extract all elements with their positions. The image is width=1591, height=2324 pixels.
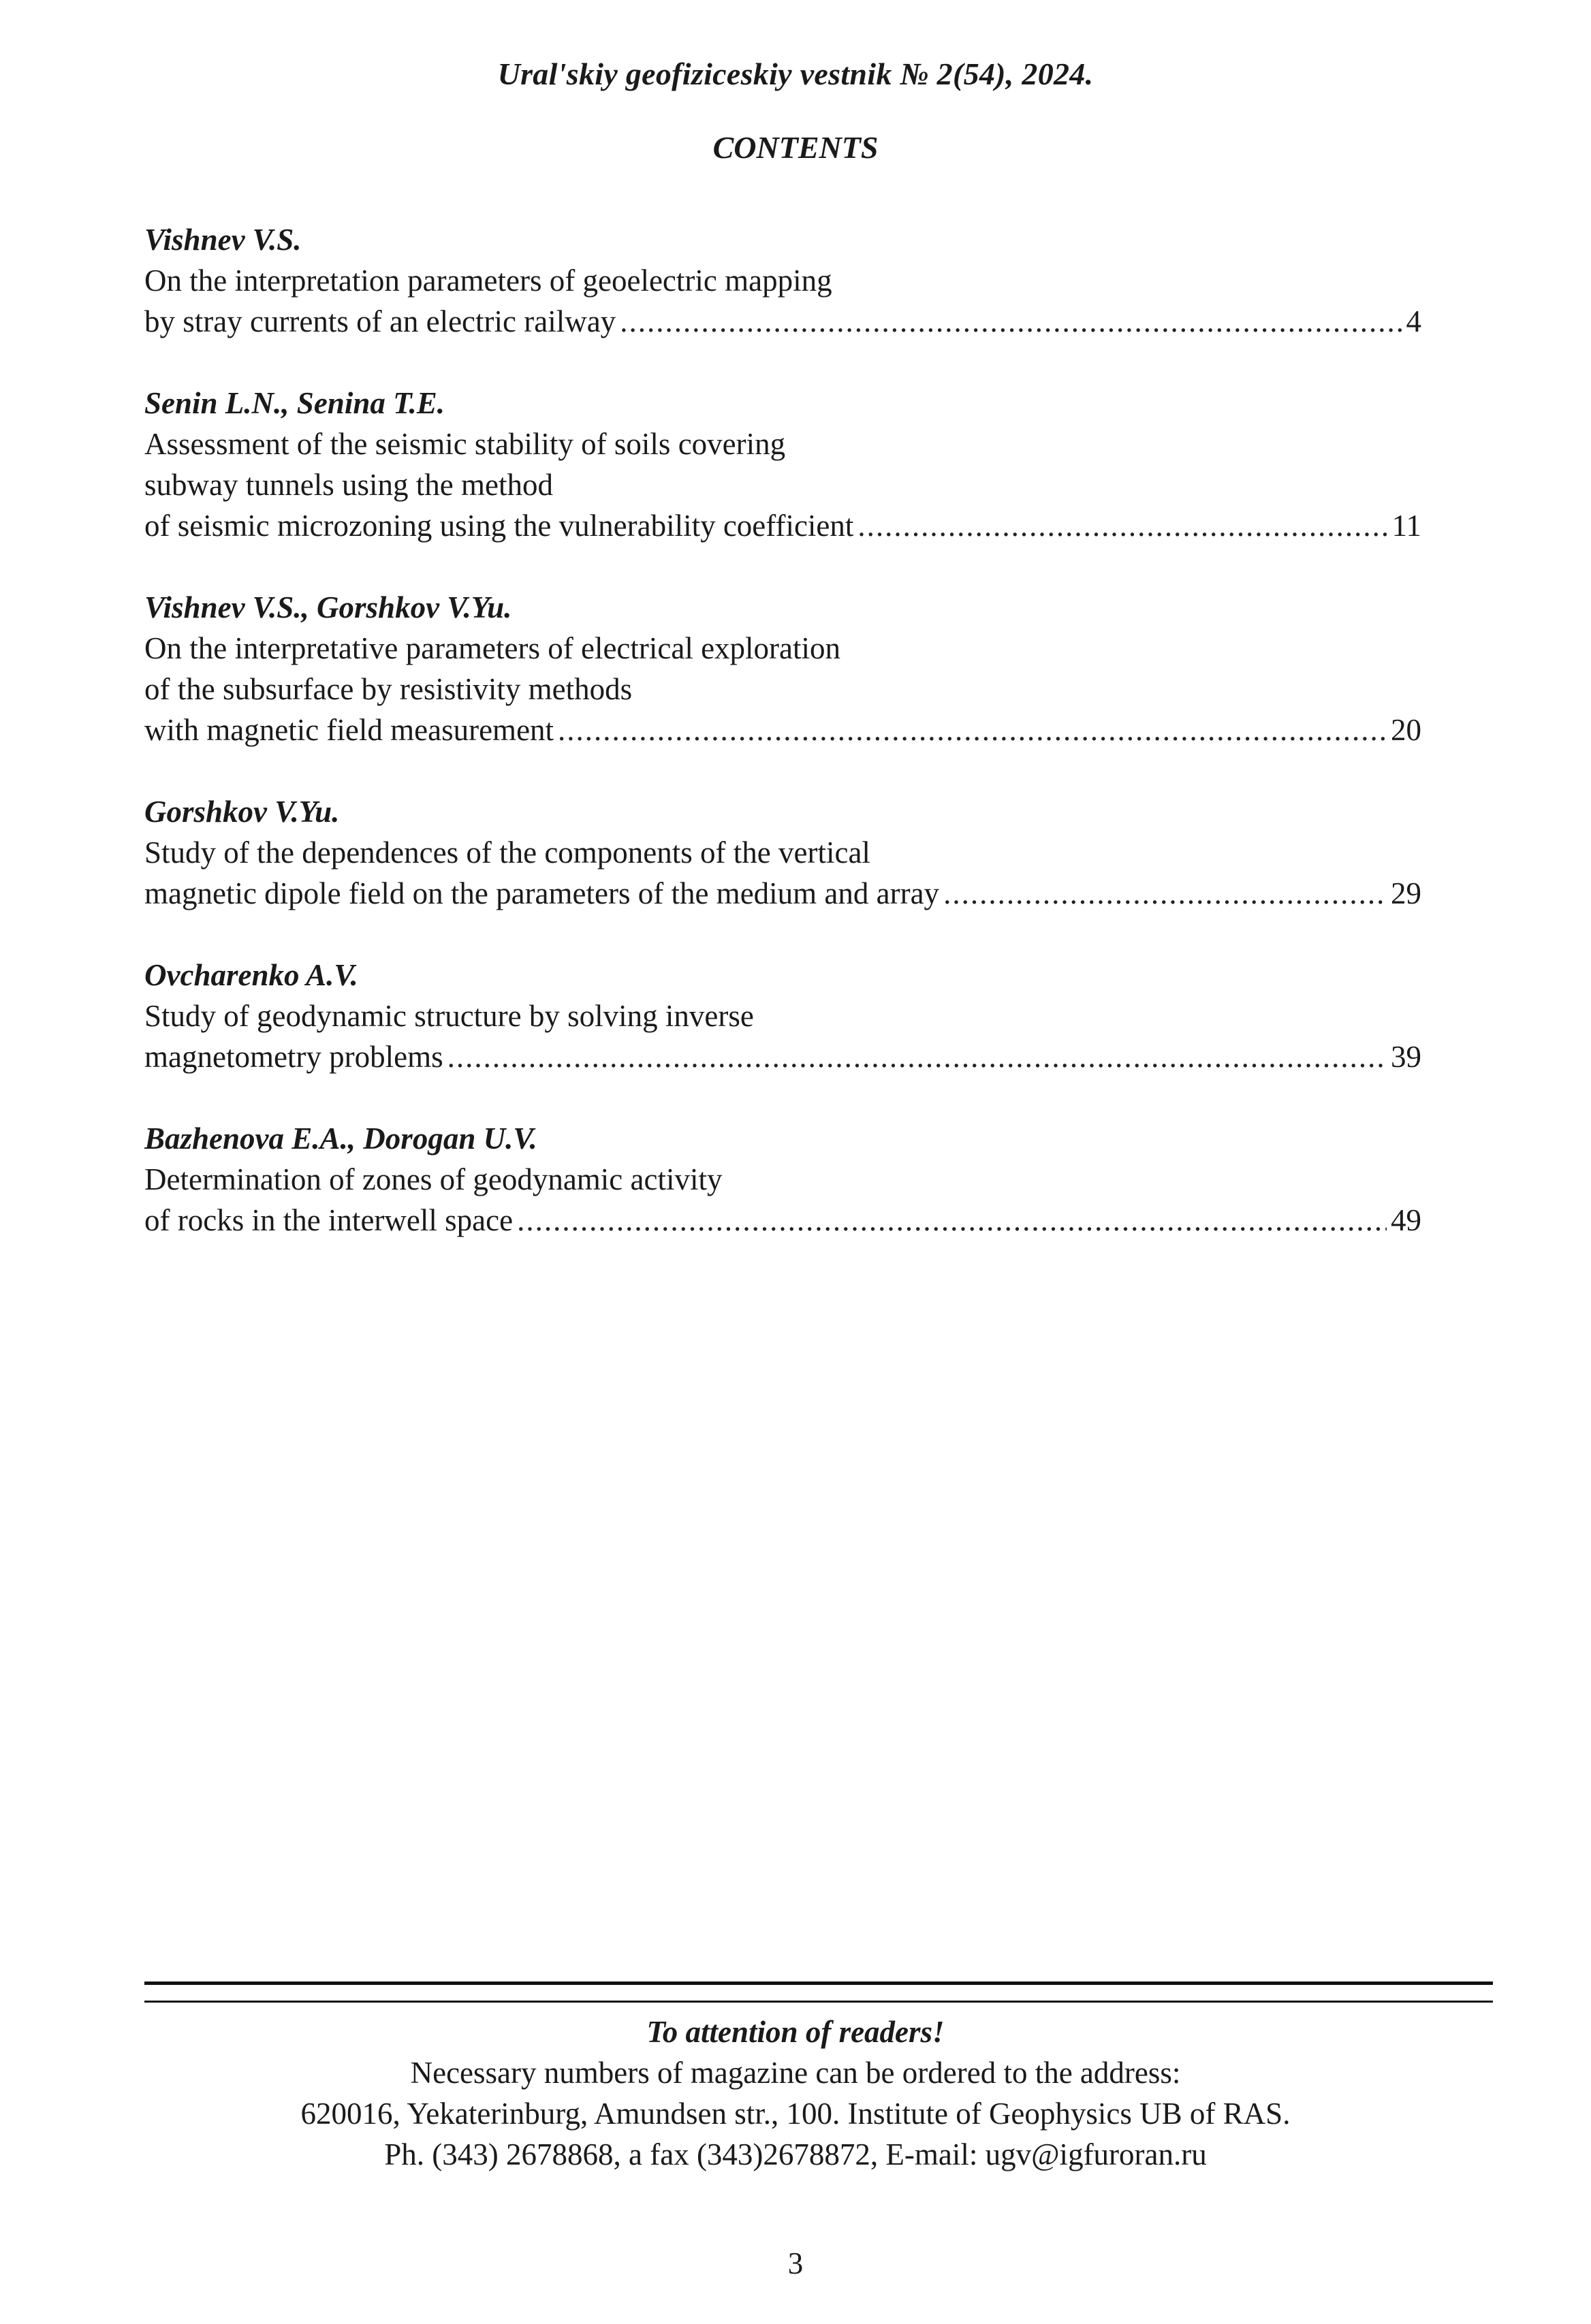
entry-title-last-line	[144, 505, 1421, 546]
entry-title-text: magnetometry problems	[144, 1040, 443, 1074]
entry-page-number: 20	[1391, 713, 1421, 747]
contents-title: CONTENTS	[712, 130, 879, 165]
entry-title-last-line	[144, 1036, 1421, 1077]
toc-entry	[144, 383, 1421, 546]
dot-leader	[517, 1200, 1387, 1241]
entry-title-text: with magnetic field measurement	[144, 713, 554, 747]
entry-title-last-line	[144, 873, 1421, 914]
notice-line: Necessary numbers of magazine can be ordered to the address:	[410, 2056, 1181, 2090]
entry-title-text: by stray currents of an electric railway	[144, 304, 616, 338]
dot-leader	[558, 710, 1387, 750]
entry-title-line: Study of the dependences of the components of the vertical	[144, 835, 870, 870]
entry-authors: Senin L.N., Senina T.E.	[144, 386, 445, 420]
page-number: 3	[787, 2246, 804, 2280]
entry-title-last-line	[144, 710, 1421, 750]
entry-authors: Gorshkov V.Yu.	[144, 795, 340, 829]
divider-line	[144, 2001, 1493, 2003]
entry-title-line: subway tunnels using the method	[144, 468, 553, 502]
entry-title-line: On the interpretative parameters of electrical exploration	[144, 631, 841, 665]
entry-title-last-line	[144, 1200, 1421, 1241]
notice-title: To attention of readers!	[646, 2015, 945, 2049]
entry-page-number: 4	[1406, 304, 1421, 338]
entry-title-text: of rocks in the interwell space	[144, 1203, 514, 1237]
dot-leader	[943, 873, 1387, 914]
notice-contacts: Ph. (343) 2678868, a fax (343)2678872, E-mail: ugv@igfuroran.ru	[384, 2137, 1207, 2171]
entry-title-line: On the interpretation parameters of geoelectric mapping	[144, 264, 832, 298]
toc-entry	[144, 587, 1421, 750]
entry-title-text: magnetic dipole field on the parameters of the medium and array	[144, 876, 940, 910]
dot-leader	[447, 1036, 1387, 1077]
toc-entry	[144, 791, 1421, 914]
entry-title-line: of the subsurface by resistivity methods	[144, 672, 633, 706]
entry-page-number: 11	[1391, 509, 1421, 543]
entry-authors: Bazhenova E.A., Dorogan U.V.	[144, 1121, 537, 1156]
entry-authors: Vishnev V.S., Gorshkov V.Yu.	[144, 590, 512, 624]
toc-entry	[144, 1118, 1421, 1241]
dot-leader	[620, 301, 1402, 342]
entry-title-text: of seismic microzoning using the vulnerability coefficient	[144, 509, 854, 543]
entry-page-number: 29	[1391, 876, 1421, 910]
divider-line	[144, 1981, 1493, 1985]
toc-entry	[144, 955, 1421, 1077]
entry-authors: Vishnev V.S.	[144, 223, 302, 257]
entry-title-line: Determination of zones of geodynamic activity	[144, 1162, 723, 1196]
entry-title-line: Assessment of the seismic stability of soils covering	[144, 427, 786, 461]
entry-title-line: Study of geodynamic structure by solving inverse	[144, 999, 754, 1033]
entry-title-last-line	[144, 301, 1421, 342]
dot-leader	[857, 505, 1387, 546]
entry-authors: Ovcharenko A.V.	[144, 958, 358, 992]
toc-entry	[144, 219, 1421, 342]
notice-address: 620016, Yekaterinburg, Amundsen str., 100. Institute of Geophysics UB of RAS.	[300, 2097, 1291, 2131]
entry-page-number: 39	[1391, 1040, 1421, 1074]
entry-page-number: 49	[1391, 1203, 1421, 1237]
journal-header: Ural'skiy geofiziceskiy vestnik № 2(54), 2024.	[497, 57, 1094, 91]
